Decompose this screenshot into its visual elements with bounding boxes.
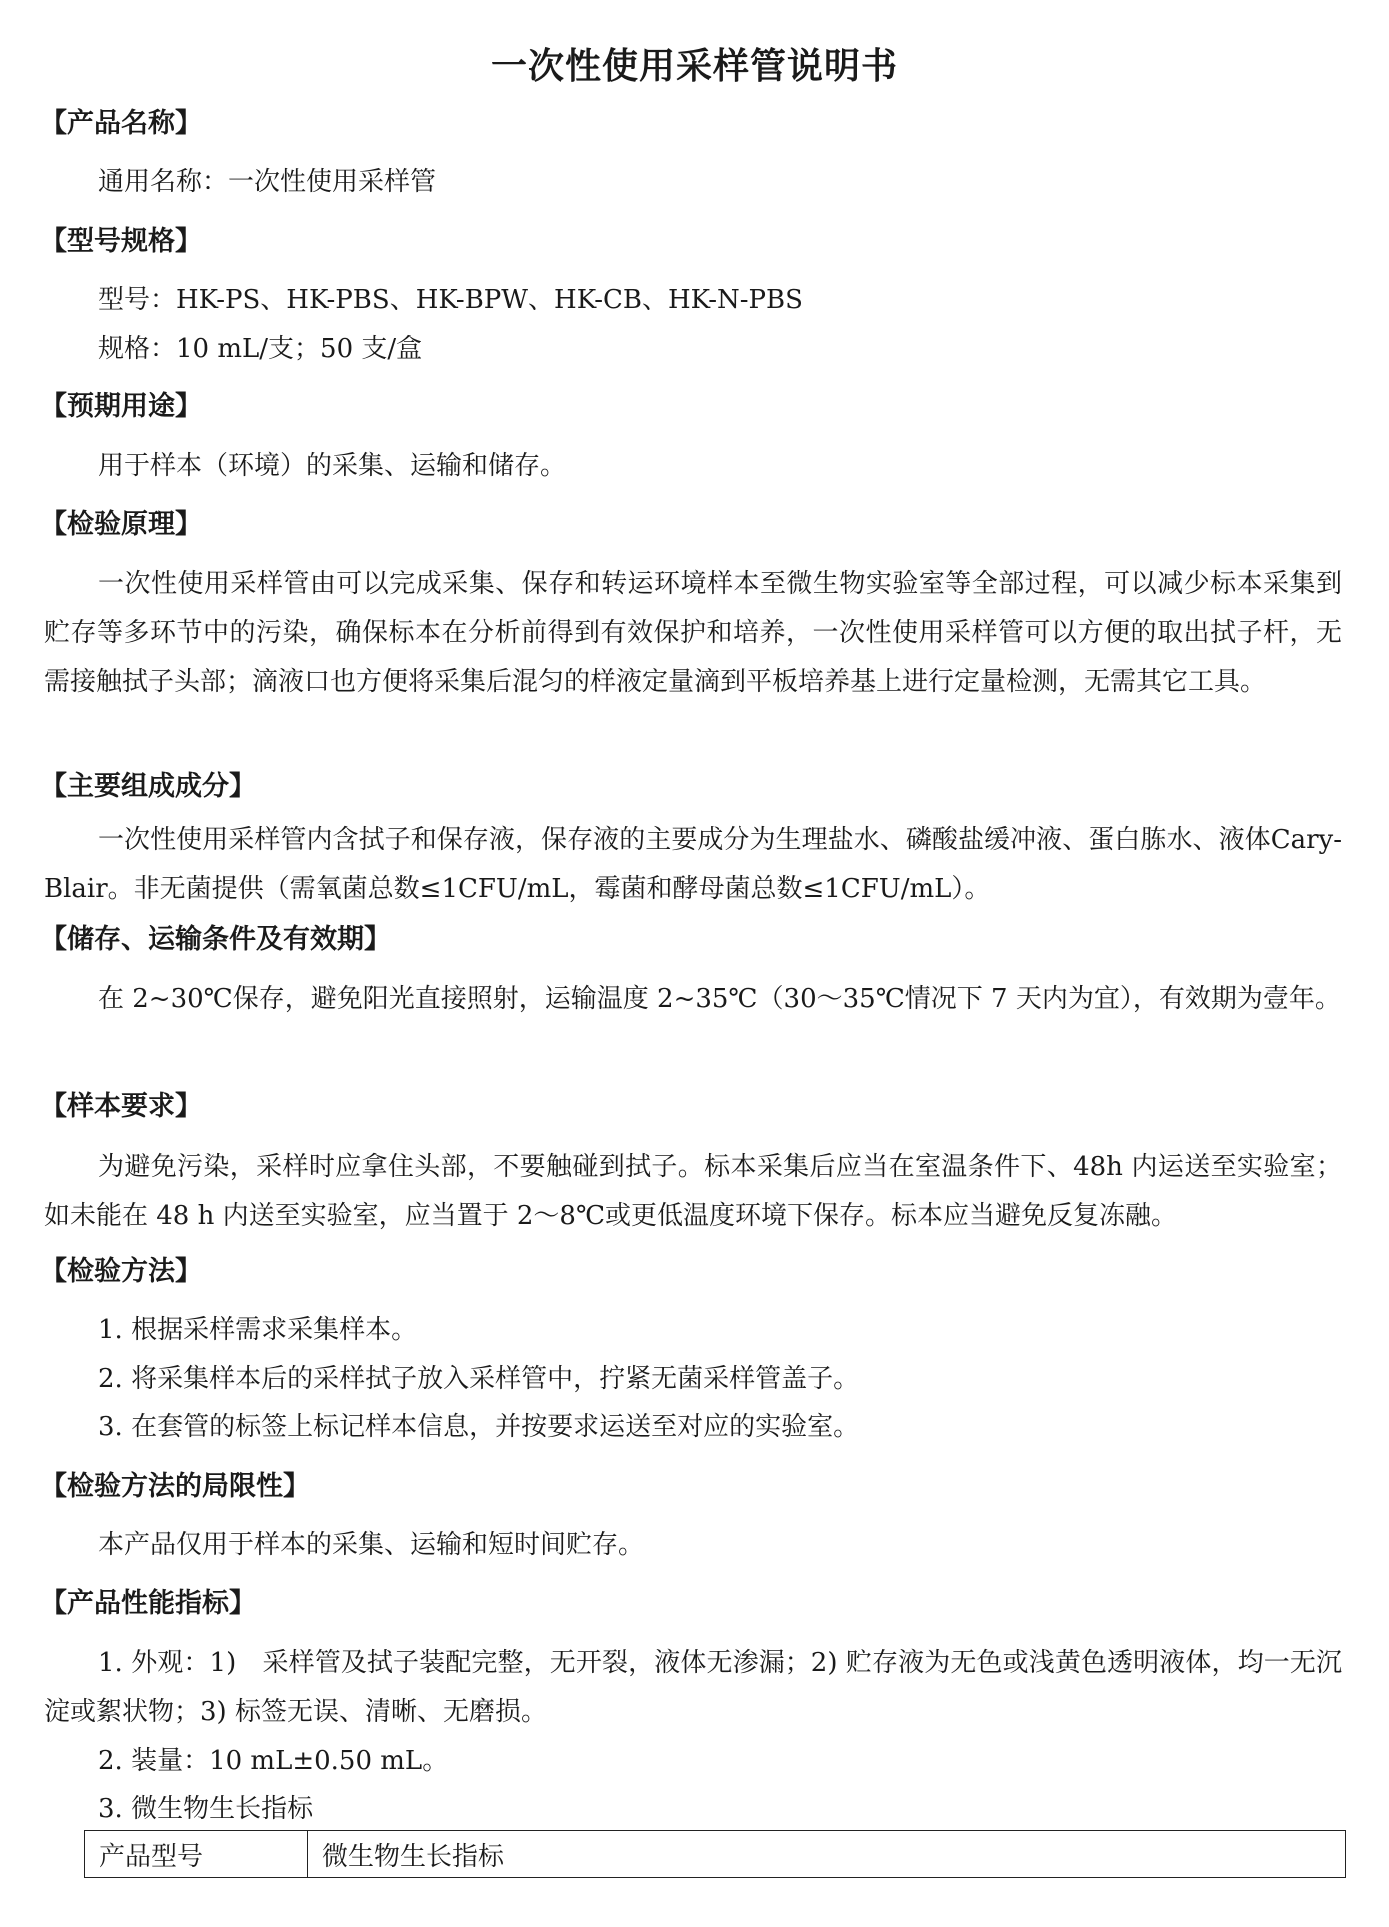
performance-item-volume: 2. 装量：10 mL±0.50 mL。 (98, 1746, 449, 1776)
heading-product-name: 【产品名称】 (40, 108, 202, 139)
performance-item-appearance: 1. 外观：1) 采样管及拭子装配完整，无开裂，液体无渗漏；2) 贮存液为无色或浅黄色透明液体，均一无沉淀或絮状物；3) 标签无误、清晰、无磨损。 (44, 1648, 1342, 1727)
heading-storage: 【储存、运输条件及有效期】 (40, 924, 391, 955)
table-header-cell: 微生物生长指标 (308, 1831, 1346, 1878)
table-header-row (85, 1831, 1346, 1878)
table-header-cell: 产品型号 (85, 1831, 308, 1878)
composition-paragraph: 一次性使用采样管内含拭子和保存液，保存液的主要成分为生理盐水、磷酸盐缓冲液、蛋白胨水、液体Cary-Blair。非无菌提供（需氧菌总数≤1CFU/mL，霉菌和酵母菌总数≤1CFU/mL）。 (44, 825, 1342, 904)
performance-item-growth: 3. 微生物生长指标 (98, 1794, 314, 1824)
heading-limitation: 【检验方法的局限性】 (40, 1471, 310, 1502)
limitation-line: 本产品仅用于样本的采集、运输和短时间贮存。 (98, 1530, 645, 1560)
heading-sample-requirements: 【样本要求】 (40, 1091, 202, 1122)
intended-use-line: 用于样本（环境）的采集、运输和储存。 (98, 451, 567, 481)
heading-principle: 【检验原理】 (40, 509, 202, 540)
spec-line: 规格：10 mL/支；50 支/盒 (98, 334, 423, 364)
method-step: 1. 根据采样需求采集样本。 (98, 1315, 418, 1345)
method-step: 2. 将采集样本后的采样拭子放入采样管中，拧紧无菌采样管盖子。 (98, 1364, 860, 1394)
method-step: 3. 在套管的标签上标记样本信息，并按要求运送至对应的实验室。 (98, 1412, 860, 1442)
growth-indicator-table (84, 1830, 1346, 1878)
storage-paragraph: 在 2~30℃保存，避免阳光直接照射，运输温度 2~35℃（30～35℃情况下 7 天内为宜），有效期为壹年。 (98, 984, 1341, 1014)
model-line: 型号：HK-PS、HK-PBS、HK-BPW、HK-CB、HK-N-PBS (98, 285, 803, 315)
generic-name-line: 通用名称：一次性使用采样管 (98, 167, 437, 197)
document-title: 一次性使用采样管说明书 (490, 45, 898, 87)
sample-requirements-paragraph: 为避免污染，采样时应拿住头部，不要触碰到拭子。标本采集后应当在室温条件下、48h 内运送至实验室；如未能在 48 h 内送至实验室，应当置于 2～8℃或更低温度环境下保存。标本应当避免反复冻融。 (44, 1152, 1342, 1231)
heading-composition: 【主要组成成分】 (40, 771, 256, 802)
heading-performance: 【产品性能指标】 (40, 1588, 256, 1619)
heading-intended-use: 【预期用途】 (40, 391, 202, 422)
heading-model-spec: 【型号规格】 (40, 226, 202, 257)
heading-test-method: 【检验方法】 (40, 1256, 202, 1287)
principle-paragraph: 一次性使用采样管由可以完成采集、保存和转运环境样本至微生物实验室等全部过程，可以减少标本采集到贮存等多环节中的污染，确保标本在分析前得到有效保护和培养，一次性使用采样管可以方便的取出拭子杆，无需接触拭子头部；滴液口也方便将采集后混匀的样液定量滴到平板培养基上进行定量检测，无需其它工具。 (44, 569, 1342, 697)
